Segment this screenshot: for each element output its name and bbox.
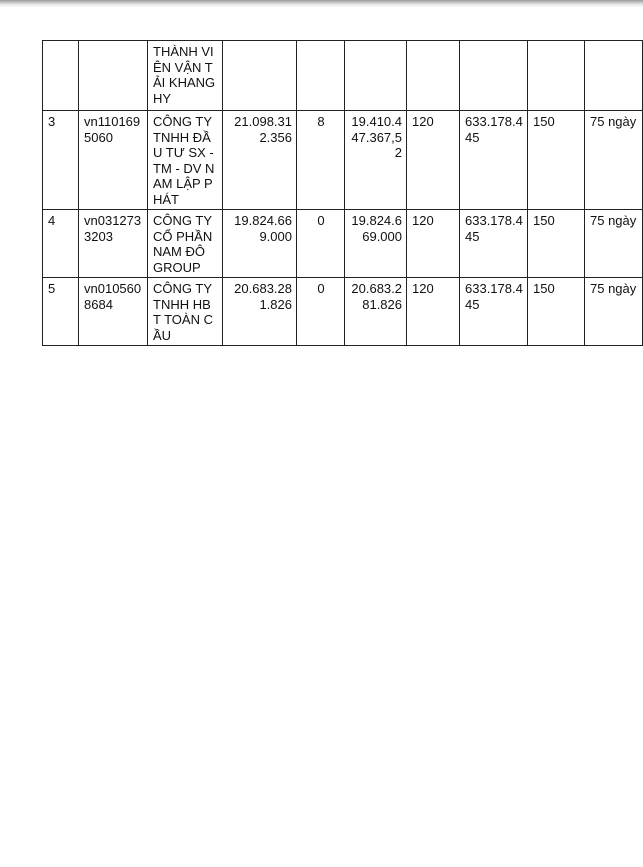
bid-price-cell: 19.824.669.000 — [223, 210, 297, 278]
guarantee-amount-cell: 633.178.445 — [460, 111, 528, 210]
bid-price-cell: 20.683.281.826 — [223, 278, 297, 346]
validity-cell — [407, 41, 460, 111]
final-price-cell — [345, 41, 407, 111]
stt-cell — [43, 41, 79, 111]
tax-code-cell: vn0105608684 — [79, 278, 148, 346]
document-page — [0, 8, 643, 867]
table-row — [43, 111, 643, 210]
company-name-cell: CÔNG TY TNHH HBT TOÀN CẦU — [148, 278, 223, 346]
validity-cell: 120 — [407, 278, 460, 346]
guarantee-amount-cell: 633.178.445 — [460, 278, 528, 346]
bid-price-cell: 21.098.312.356 — [223, 111, 297, 210]
bidder-table — [42, 40, 643, 346]
guarantee-amount-cell — [460, 41, 528, 111]
guarantee-validity-cell: 150 — [528, 210, 585, 278]
delivery-time-cell: 75 ngày — [585, 210, 643, 278]
delivery-time-cell: 75 ngày — [585, 278, 643, 346]
tax-code-cell: vn0312733203 — [79, 210, 148, 278]
discount-cell: 0 — [297, 210, 345, 278]
discount-cell: 0 — [297, 278, 345, 346]
validity-cell: 120 — [407, 111, 460, 210]
discount-cell — [297, 41, 345, 111]
guarantee-validity-cell: 150 — [528, 111, 585, 210]
stt-cell: 5 — [43, 278, 79, 346]
tax-code-cell: vn1101695060 — [79, 111, 148, 210]
table-row — [43, 41, 643, 111]
tax-code-cell — [79, 41, 148, 111]
validity-cell: 120 — [407, 210, 460, 278]
guarantee-amount-cell: 633.178.445 — [460, 210, 528, 278]
delivery-time-cell — [585, 41, 643, 111]
delivery-time-cell: 75 ngày — [585, 111, 643, 210]
guarantee-validity-cell — [528, 41, 585, 111]
discount-cell: 8 — [297, 111, 345, 210]
company-name-cell: CÔNG TY TNHH ĐẦU TƯ SX - TM - DV NAM LẬP PHÁT — [148, 111, 223, 210]
viewer-top-shadow — [0, 0, 643, 8]
final-price-cell: 20.683.281.826 — [345, 278, 407, 346]
company-name-cell: CÔNG TY CỔ PHẦN NAM ĐÔ GROUP — [148, 210, 223, 278]
final-price-cell: 19.824.669.000 — [345, 210, 407, 278]
guarantee-validity-cell: 150 — [528, 278, 585, 346]
bid-price-cell — [223, 41, 297, 111]
company-name-cell: THÀNH VIÊN VẬN TẢI KHANG HY — [148, 41, 223, 111]
table-row — [43, 210, 643, 278]
stt-cell: 3 — [43, 111, 79, 210]
stt-cell: 4 — [43, 210, 79, 278]
final-price-cell: 19.410.447.367,52 — [345, 111, 407, 210]
table-row — [43, 278, 643, 346]
